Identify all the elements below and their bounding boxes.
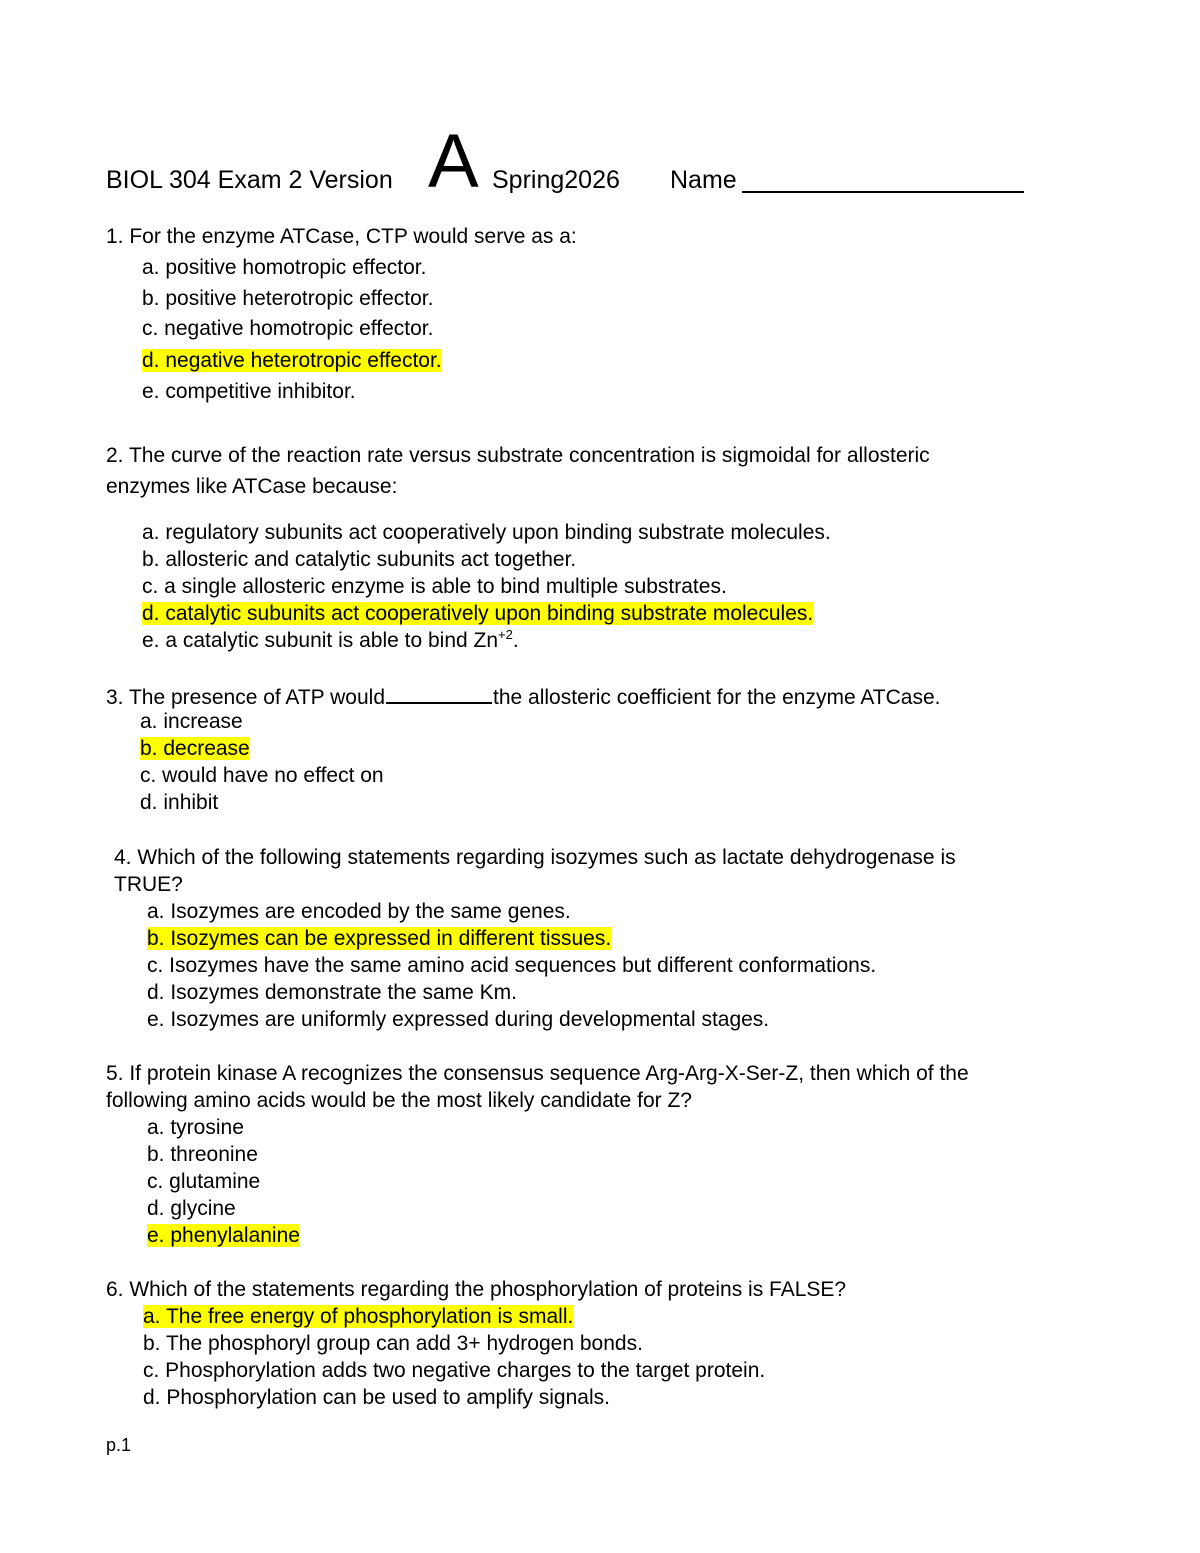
question-text: 1. For the enzyme ATCase, CTP would serve as a:	[106, 225, 577, 248]
answer-option: c. Isozymes have the same amino acid sequences but different conformations.	[147, 954, 877, 977]
answer-option: a. Isozymes are encoded by the same genes.	[147, 900, 571, 923]
answer-option: a. tyrosine	[147, 1116, 244, 1139]
question-text: 6. Which of the statements regarding the phosphorylation of proteins is FALSE?	[106, 1278, 847, 1301]
question-6	[106, 1277, 846, 1411]
name-blank-line	[742, 191, 1024, 193]
question-3	[106, 682, 940, 816]
answer-option-wrapper	[147, 926, 956, 953]
answer-option: c. would have no effect on	[140, 764, 384, 787]
answer-option-wrapper	[142, 601, 930, 628]
answer-option: d. glycine	[147, 1197, 236, 1220]
exam-term: Spring2026	[492, 166, 620, 194]
highlighted-answer: d. catalytic subunits act cooperatively upon binding substrate molecules.	[142, 602, 814, 625]
question-text-line-2: following amino acids would be the most likely candidate for Z?	[106, 1089, 692, 1112]
answer-option: b. threonine	[147, 1143, 258, 1166]
fill-in-blank	[386, 682, 492, 704]
highlighted-answer: b. Isozymes can be expressed in different tissues.	[147, 927, 612, 950]
highlighted-answer: d. negative heterotropic effector.	[142, 349, 442, 372]
answer-option: c. glutamine	[147, 1170, 261, 1193]
answer-option-end: .	[512, 629, 519, 652]
question-5	[106, 1061, 969, 1249]
answer-option: d. Phosphorylation can be used to amplify signals.	[143, 1386, 610, 1409]
question-text-start: 3. The presence of ATP would	[106, 686, 386, 709]
answer-option-wrapper	[140, 736, 940, 763]
answer-option: d. inhibit	[140, 791, 219, 814]
page-number: p.1	[106, 1435, 132, 1455]
highlighted-answer: e. phenylalanine	[147, 1224, 300, 1247]
answer-option: e. Isozymes are uniformly expressed during developmental stages.	[147, 1008, 770, 1031]
charge-superscript: +2	[498, 627, 513, 642]
name-label: Name	[670, 166, 737, 194]
answer-option-wrapper	[142, 348, 577, 379]
question-text-line-2: TRUE?	[114, 873, 183, 896]
highlighted-answer: b. decrease	[140, 737, 250, 760]
answer-option: a. regulatory subunits act cooperatively upon binding substrate molecules.	[142, 521, 831, 544]
answer-option: d. Isozymes demonstrate the same Km.	[147, 981, 517, 1004]
highlighted-answer: a. The free energy of phosphorylation is small.	[143, 1305, 574, 1328]
answer-option-text: e. a catalytic subunit is able to bind Zn	[142, 629, 499, 652]
version-letter: A	[428, 119, 479, 204]
answer-option: a. positive homotropic effector.	[142, 256, 427, 279]
answer-option: c. a single allosteric enzyme is able to bind multiple substrates.	[142, 575, 727, 598]
answer-option: a. increase	[140, 710, 243, 733]
answer-option: e. competitive inhibitor.	[142, 380, 356, 403]
question-text-line-1: 4. Which of the following statements regarding isozymes such as lactate dehydrogenase is	[114, 846, 956, 869]
answer-option-wrapper	[147, 1223, 969, 1249]
exam-header	[106, 119, 1106, 204]
question-1	[106, 224, 577, 405]
answer-option: b. allosteric and catalytic subunits act together.	[142, 548, 577, 571]
question-text-line-1: 2. The curve of the reaction rate versus substrate concentration is sigmoidal for allosteric	[106, 444, 930, 467]
answer-option: b. The phosphoryl group can add 3+ hydrogen bonds.	[143, 1332, 643, 1355]
answer-option: b. positive heterotropic effector.	[142, 287, 434, 310]
question-text-end: the allosteric coefficient for the enzyme ATCase.	[493, 686, 941, 709]
question-4	[114, 845, 956, 1033]
question-text-line-2: enzymes like ATCase because:	[106, 475, 398, 498]
answer-option	[142, 628, 930, 654]
answer-option-wrapper	[143, 1304, 846, 1331]
course-title: BIOL 304 Exam 2 Version	[106, 166, 393, 194]
question-text	[106, 682, 940, 709]
question-2	[106, 443, 930, 654]
question-text-line-1: 5. If protein kinase A recognizes the consensus sequence Arg-Arg-X-Ser-Z, then which of the	[106, 1062, 969, 1085]
answer-option: c. negative homotropic effector.	[142, 317, 434, 340]
answer-option: c. Phosphorylation adds two negative charges to the target protein.	[143, 1359, 766, 1382]
